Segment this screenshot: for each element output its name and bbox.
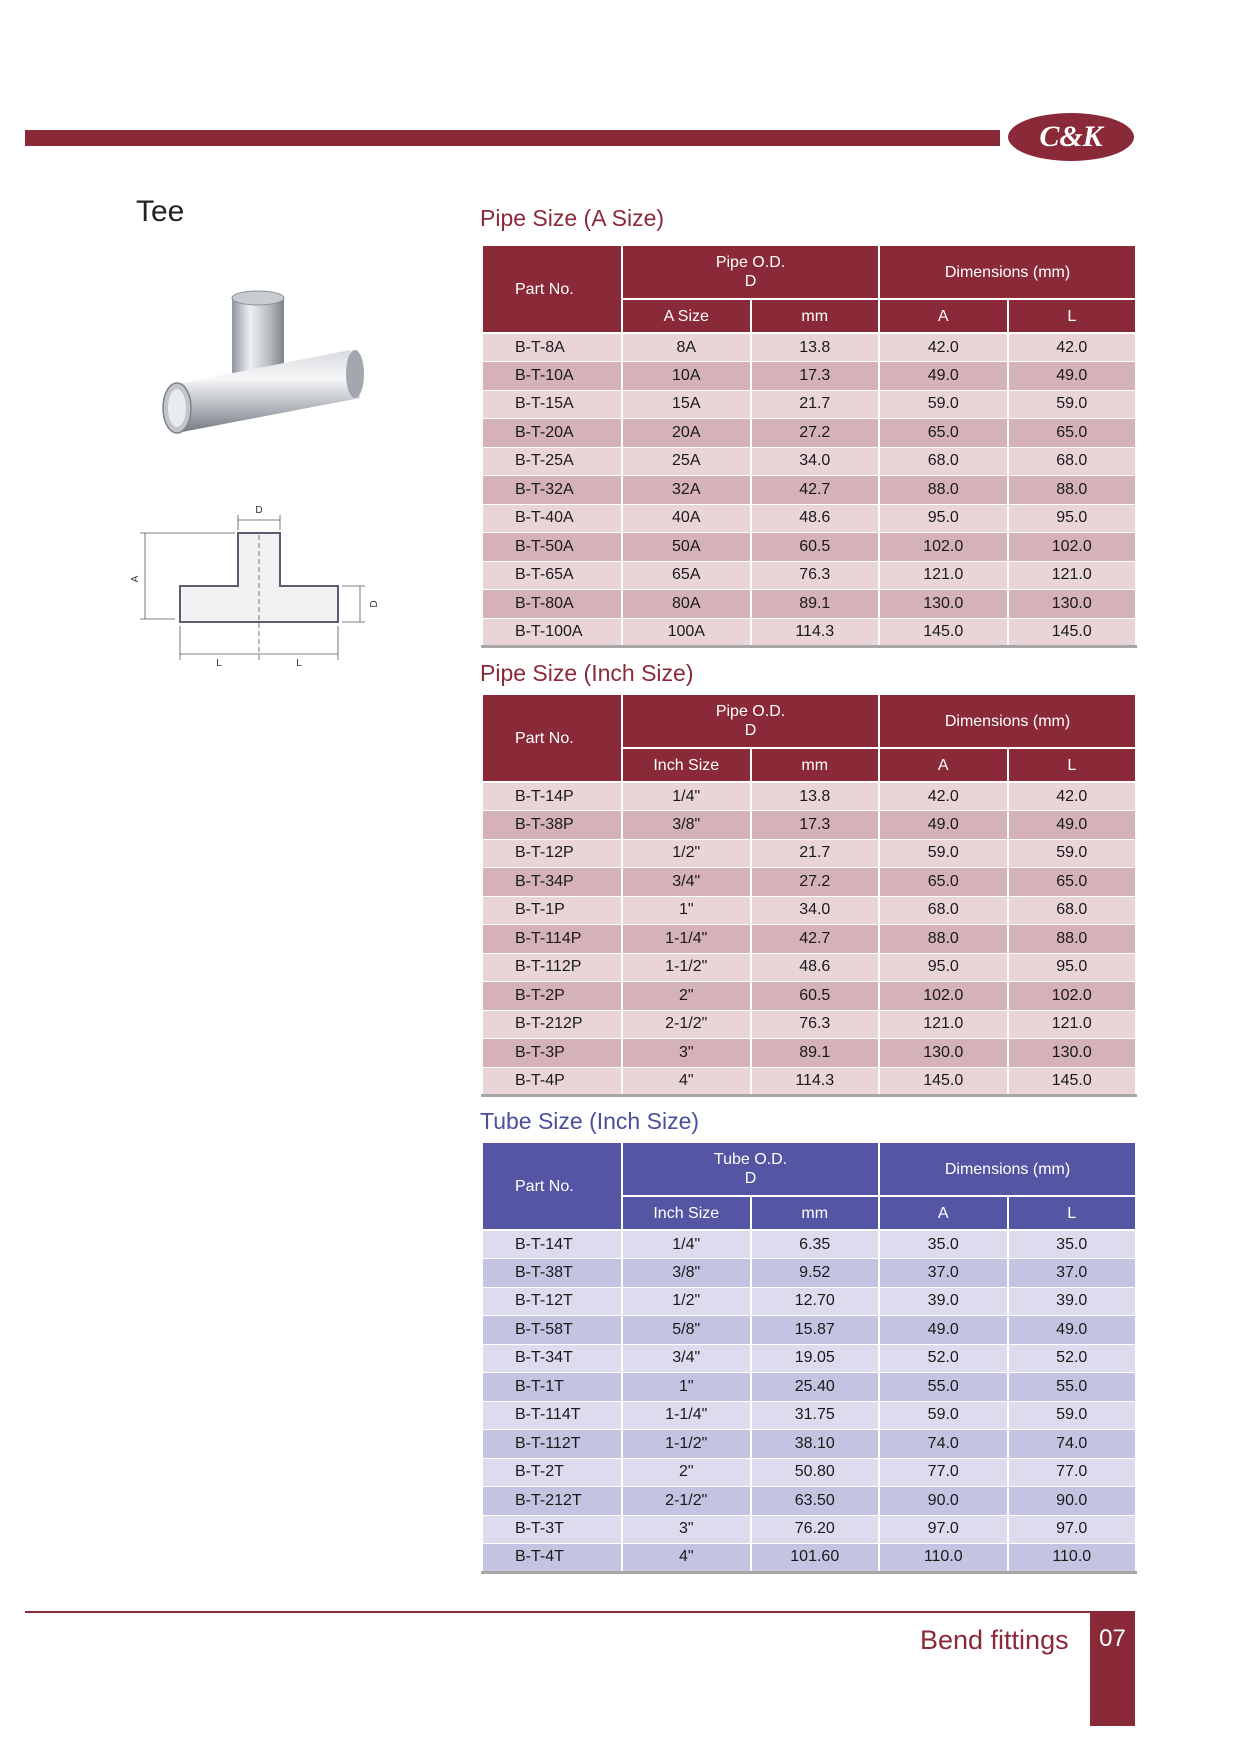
cell-part-no: B-T-38P xyxy=(482,811,622,840)
header-part-no: Part No. xyxy=(482,245,622,333)
cell-size: 40A xyxy=(622,504,751,533)
cell-l: 49.0 xyxy=(1008,362,1137,391)
cell-mm: 13.8 xyxy=(751,333,880,362)
header-part-no: Part No. xyxy=(482,1142,622,1230)
header-part-no: Part No. xyxy=(482,694,622,782)
table-row xyxy=(482,1344,1136,1373)
cell-a: 42.0 xyxy=(879,333,1008,362)
cell-a: 55.0 xyxy=(879,1373,1008,1402)
cell-size: 32A xyxy=(622,476,751,505)
cell-part-no: B-T-1P xyxy=(482,896,622,925)
cell-l: 74.0 xyxy=(1008,1430,1137,1459)
cell-size: 4" xyxy=(622,1544,751,1573)
cell-l: 59.0 xyxy=(1008,839,1137,868)
cell-part-no: B-T-3T xyxy=(482,1515,622,1544)
cell-size: 25A xyxy=(622,447,751,476)
cell-mm: 76.3 xyxy=(751,561,880,590)
cell-a: 102.0 xyxy=(879,982,1008,1011)
cell-a: 77.0 xyxy=(879,1458,1008,1487)
table-row xyxy=(482,925,1136,954)
header-pipe-od: Pipe O.D. D xyxy=(622,694,879,748)
cell-l: 95.0 xyxy=(1008,953,1137,982)
table-row xyxy=(482,1067,1136,1096)
header-a: A xyxy=(879,748,1008,782)
cell-part-no: B-T-14T xyxy=(482,1230,622,1259)
cell-a: 49.0 xyxy=(879,362,1008,391)
cell-mm: 48.6 xyxy=(751,953,880,982)
cell-part-no: B-T-40A xyxy=(482,504,622,533)
cell-mm: 34.0 xyxy=(751,447,880,476)
cell-mm: 114.3 xyxy=(751,618,880,647)
cell-a: 88.0 xyxy=(879,476,1008,505)
table-row xyxy=(482,362,1136,391)
cell-part-no: B-T-4P xyxy=(482,1067,622,1096)
table-row xyxy=(482,982,1136,1011)
cell-size: 2-1/2" xyxy=(622,1010,751,1039)
cell-l: 130.0 xyxy=(1008,1039,1137,1068)
cell-l: 37.0 xyxy=(1008,1259,1137,1288)
header-dimensions: Dimensions (mm) xyxy=(879,694,1136,748)
cell-size: 10A xyxy=(622,362,751,391)
cell-a: 121.0 xyxy=(879,561,1008,590)
cell-part-no: B-T-114T xyxy=(482,1401,622,1430)
cell-a: 145.0 xyxy=(879,618,1008,647)
header-size: A Size xyxy=(622,299,751,333)
table-row xyxy=(482,1259,1136,1288)
cell-l: 65.0 xyxy=(1008,419,1137,448)
header-a: A xyxy=(879,1196,1008,1230)
table-row xyxy=(482,419,1136,448)
table-row xyxy=(482,1230,1136,1259)
cell-mm: 19.05 xyxy=(751,1344,880,1373)
cell-size: 100A xyxy=(622,618,751,647)
cell-size: 1/2" xyxy=(622,839,751,868)
cell-mm: 21.7 xyxy=(751,839,880,868)
cell-a: 88.0 xyxy=(879,925,1008,954)
cell-size: 3" xyxy=(622,1039,751,1068)
cell-part-no: B-T-38T xyxy=(482,1259,622,1288)
cell-a: 121.0 xyxy=(879,1010,1008,1039)
cell-mm: 6.35 xyxy=(751,1230,880,1259)
header-mm: mm xyxy=(751,1196,880,1230)
cell-mm: 21.7 xyxy=(751,390,880,419)
cell-part-no: B-T-3P xyxy=(482,1039,622,1068)
cell-size: 3/4" xyxy=(622,868,751,897)
table-row xyxy=(482,839,1136,868)
header-tube-od: Tube O.D. D xyxy=(622,1142,879,1196)
cell-a: 68.0 xyxy=(879,447,1008,476)
table-row xyxy=(482,1401,1136,1430)
cell-l: 90.0 xyxy=(1008,1487,1137,1516)
cell-size: 8A xyxy=(622,333,751,362)
cell-l: 145.0 xyxy=(1008,1067,1137,1096)
cell-mm: 31.75 xyxy=(751,1401,880,1430)
header-l: L xyxy=(1008,1196,1137,1230)
table-row xyxy=(482,1515,1136,1544)
cell-mm: 60.5 xyxy=(751,533,880,562)
cell-size: 1-1/2" xyxy=(622,953,751,982)
footer-section-label: Bend fittings xyxy=(920,1625,1069,1655)
cell-l: 52.0 xyxy=(1008,1344,1137,1373)
cell-mm: 34.0 xyxy=(751,896,880,925)
cell-mm: 17.3 xyxy=(751,362,880,391)
cell-mm: 76.3 xyxy=(751,1010,880,1039)
table-row xyxy=(482,1316,1136,1345)
cell-a: 52.0 xyxy=(879,1344,1008,1373)
cell-l: 102.0 xyxy=(1008,982,1137,1011)
label-l-left: L xyxy=(216,658,222,669)
header-bar xyxy=(25,130,1000,146)
table-row xyxy=(482,782,1136,811)
table-row xyxy=(482,390,1136,419)
cell-a: 110.0 xyxy=(879,1544,1008,1573)
cell-l: 121.0 xyxy=(1008,1010,1137,1039)
cell-mm: 13.8 xyxy=(751,782,880,811)
label-d-right: D xyxy=(369,600,380,608)
cell-l: 110.0 xyxy=(1008,1544,1137,1573)
cell-a: 49.0 xyxy=(879,811,1008,840)
cell-size: 1/2" xyxy=(622,1287,751,1316)
cell-a: 145.0 xyxy=(879,1067,1008,1096)
header-a: A xyxy=(879,299,1008,333)
cell-l: 97.0 xyxy=(1008,1515,1137,1544)
cell-part-no: B-T-2T xyxy=(482,1458,622,1487)
cell-part-no: B-T-65A xyxy=(482,561,622,590)
cell-part-no: B-T-212T xyxy=(482,1487,622,1516)
cell-part-no: B-T-112T xyxy=(482,1430,622,1459)
table-row xyxy=(482,1544,1136,1573)
cell-part-no: B-T-2P xyxy=(482,982,622,1011)
label-l-right: L xyxy=(296,658,302,669)
cell-a: 68.0 xyxy=(879,896,1008,925)
cell-part-no: B-T-100A xyxy=(482,618,622,647)
cell-l: 42.0 xyxy=(1008,782,1137,811)
table-row xyxy=(482,447,1136,476)
table-row xyxy=(482,1010,1136,1039)
cell-mm: 42.7 xyxy=(751,476,880,505)
table-row xyxy=(482,533,1136,562)
cell-l: 55.0 xyxy=(1008,1373,1137,1402)
header-size: Inch Size xyxy=(622,748,751,782)
label-a: A xyxy=(130,575,141,583)
cell-part-no: B-T-4T xyxy=(482,1544,622,1573)
table-row xyxy=(482,561,1136,590)
cell-size: 50A xyxy=(622,533,751,562)
cell-a: 95.0 xyxy=(879,504,1008,533)
table-row xyxy=(482,618,1136,647)
cell-part-no: B-T-1T xyxy=(482,1373,622,1402)
cell-mm: 48.6 xyxy=(751,504,880,533)
table-row xyxy=(482,1487,1136,1516)
cell-size: 1-1/2" xyxy=(622,1430,751,1459)
cell-mm: 101.60 xyxy=(751,1544,880,1573)
cell-mm: 17.3 xyxy=(751,811,880,840)
cell-size: 15A xyxy=(622,390,751,419)
header-dimensions: Dimensions (mm) xyxy=(879,1142,1136,1196)
label-d-top: D xyxy=(255,505,263,516)
section-title-tube-inch-size: Tube Size (Inch Size) xyxy=(480,1108,700,1134)
cell-a: 39.0 xyxy=(879,1287,1008,1316)
cell-l: 121.0 xyxy=(1008,561,1137,590)
cell-mm: 27.2 xyxy=(751,868,880,897)
table-row xyxy=(482,868,1136,897)
product-title: Tee xyxy=(136,195,185,228)
header-size: Inch Size xyxy=(622,1196,751,1230)
tee-photo xyxy=(150,280,370,455)
cell-l: 59.0 xyxy=(1008,1401,1137,1430)
table-row xyxy=(482,590,1136,619)
cell-a: 102.0 xyxy=(879,533,1008,562)
cell-l: 130.0 xyxy=(1008,590,1137,619)
cell-size: 80A xyxy=(622,590,751,619)
cell-mm: 89.1 xyxy=(751,1039,880,1068)
cell-l: 35.0 xyxy=(1008,1230,1137,1259)
section-title-pipe-inch-size: Pipe Size (Inch Size) xyxy=(480,660,694,686)
cell-a: 59.0 xyxy=(879,839,1008,868)
cell-l: 88.0 xyxy=(1008,476,1137,505)
cell-l: 49.0 xyxy=(1008,811,1137,840)
cell-part-no: B-T-20A xyxy=(482,419,622,448)
cell-mm: 50.80 xyxy=(751,1458,880,1487)
cell-l: 77.0 xyxy=(1008,1458,1137,1487)
cell-size: 1-1/4" xyxy=(622,925,751,954)
cell-a: 59.0 xyxy=(879,390,1008,419)
cell-mm: 63.50 xyxy=(751,1487,880,1516)
cell-size: 1" xyxy=(622,896,751,925)
cell-part-no: B-T-50A xyxy=(482,533,622,562)
cell-mm: 60.5 xyxy=(751,982,880,1011)
header-mm: mm xyxy=(751,748,880,782)
cell-l: 95.0 xyxy=(1008,504,1137,533)
cell-mm: 114.3 xyxy=(751,1067,880,1096)
cell-mm: 89.1 xyxy=(751,590,880,619)
cell-mm: 9.52 xyxy=(751,1259,880,1288)
cell-a: 37.0 xyxy=(879,1259,1008,1288)
table-row xyxy=(482,476,1136,505)
page-number: 07 xyxy=(1090,1611,1135,1726)
cell-size: 5/8" xyxy=(622,1316,751,1345)
cell-a: 97.0 xyxy=(879,1515,1008,1544)
cell-size: 3/8" xyxy=(622,811,751,840)
cell-l: 68.0 xyxy=(1008,447,1137,476)
cell-l: 145.0 xyxy=(1008,618,1137,647)
cell-a: 74.0 xyxy=(879,1430,1008,1459)
table-tube-inch-size xyxy=(481,1141,1137,1574)
cell-size: 3/8" xyxy=(622,1259,751,1288)
cell-a: 49.0 xyxy=(879,1316,1008,1345)
cell-part-no: B-T-58T xyxy=(482,1316,622,1345)
cell-mm: 12.70 xyxy=(751,1287,880,1316)
cell-part-no: B-T-212P xyxy=(482,1010,622,1039)
cell-a: 95.0 xyxy=(879,953,1008,982)
cell-a: 90.0 xyxy=(879,1487,1008,1516)
cell-part-no: B-T-80A xyxy=(482,590,622,619)
cell-a: 35.0 xyxy=(879,1230,1008,1259)
table-row xyxy=(482,333,1136,362)
cell-l: 39.0 xyxy=(1008,1287,1137,1316)
cell-mm: 25.40 xyxy=(751,1373,880,1402)
cell-mm: 76.20 xyxy=(751,1515,880,1544)
table-row xyxy=(482,1039,1136,1068)
brand-logo: C&K xyxy=(1008,113,1134,161)
cell-size: 1/4" xyxy=(622,782,751,811)
table-row xyxy=(482,504,1136,533)
cell-part-no: B-T-112P xyxy=(482,953,622,982)
cell-part-no: B-T-32A xyxy=(482,476,622,505)
cell-size: 1-1/4" xyxy=(622,1401,751,1430)
section-title-pipe-a-size: Pipe Size (A Size) xyxy=(480,205,665,231)
cell-part-no: B-T-12T xyxy=(482,1287,622,1316)
cell-mm: 42.7 xyxy=(751,925,880,954)
table-row xyxy=(482,811,1136,840)
cell-mm: 38.10 xyxy=(751,1430,880,1459)
cell-size: 4" xyxy=(622,1067,751,1096)
cell-size: 3" xyxy=(622,1515,751,1544)
cell-size: 3/4" xyxy=(622,1344,751,1373)
cell-part-no: B-T-10A xyxy=(482,362,622,391)
cell-part-no: B-T-25A xyxy=(482,447,622,476)
cell-size: 65A xyxy=(622,561,751,590)
header-mm: mm xyxy=(751,299,880,333)
table-pipe-inch-size xyxy=(481,693,1137,1097)
cell-a: 42.0 xyxy=(879,782,1008,811)
cell-part-no: B-T-114P xyxy=(482,925,622,954)
tee-dimension-drawing xyxy=(130,500,390,670)
cell-a: 65.0 xyxy=(879,419,1008,448)
cell-part-no: B-T-34P xyxy=(482,868,622,897)
table-row xyxy=(482,896,1136,925)
cell-part-no: B-T-34T xyxy=(482,1344,622,1373)
cell-part-no: B-T-12P xyxy=(482,839,622,868)
table-row xyxy=(482,1373,1136,1402)
cell-a: 130.0 xyxy=(879,590,1008,619)
cell-l: 49.0 xyxy=(1008,1316,1137,1345)
cell-size: 20A xyxy=(622,419,751,448)
cell-l: 68.0 xyxy=(1008,896,1137,925)
table-row xyxy=(482,1287,1136,1316)
cell-mm: 15.87 xyxy=(751,1316,880,1345)
table-pipe-a-size xyxy=(481,244,1137,648)
table-row xyxy=(482,1430,1136,1459)
cell-size: 1/4" xyxy=(622,1230,751,1259)
table-row xyxy=(482,953,1136,982)
header-pipe-od: Pipe O.D. D xyxy=(622,245,879,299)
cell-part-no: B-T-8A xyxy=(482,333,622,362)
cell-a: 65.0 xyxy=(879,868,1008,897)
footer-line xyxy=(25,1611,1135,1613)
cell-mm: 27.2 xyxy=(751,419,880,448)
cell-part-no: B-T-15A xyxy=(482,390,622,419)
cell-size: 2" xyxy=(622,1458,751,1487)
cell-l: 88.0 xyxy=(1008,925,1137,954)
cell-a: 130.0 xyxy=(879,1039,1008,1068)
cell-size: 1" xyxy=(622,1373,751,1402)
cell-size: 2" xyxy=(622,982,751,1011)
table-row xyxy=(482,1458,1136,1487)
cell-part-no: B-T-14P xyxy=(482,782,622,811)
header-l: L xyxy=(1008,748,1137,782)
cell-l: 42.0 xyxy=(1008,333,1137,362)
header-l: L xyxy=(1008,299,1137,333)
header-dimensions: Dimensions (mm) xyxy=(879,245,1136,299)
cell-l: 59.0 xyxy=(1008,390,1137,419)
cell-size: 2-1/2" xyxy=(622,1487,751,1516)
cell-l: 65.0 xyxy=(1008,868,1137,897)
cell-a: 59.0 xyxy=(879,1401,1008,1430)
cell-l: 102.0 xyxy=(1008,533,1137,562)
